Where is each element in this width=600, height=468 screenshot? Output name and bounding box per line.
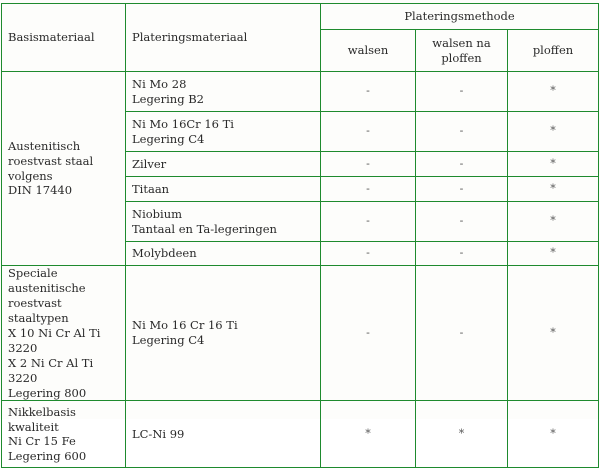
walsen-cell: - <box>321 266 416 401</box>
walsen-cell: - <box>321 242 416 266</box>
cladding-material-cell: Ni Mo 16 Cr 16 Ti Legering C4 <box>126 266 321 401</box>
header-method-ploffen: ploffen <box>508 30 599 72</box>
base-material-cell: Austenitisch roestvast staal volgens DIN 17440 <box>2 72 126 266</box>
ploffen-cell: * <box>508 202 599 242</box>
table-row <box>2 266 599 401</box>
cladding-methods-table <box>1 3 599 468</box>
cladding-material-cell: Niobium Tantaal en Ta-legeringen <box>126 202 321 242</box>
walsen-cell: * <box>321 401 416 468</box>
walsen-na-ploffen-cell: - <box>416 242 508 266</box>
header-cladding-material: Plateringsmateriaal <box>126 4 321 72</box>
table-row <box>2 401 599 468</box>
walsen-na-ploffen-cell: - <box>416 202 508 242</box>
cladding-material-cell: LC-Ni 99 <box>126 401 321 468</box>
ploffen-cell: * <box>508 72 599 112</box>
ploffen-cell: * <box>508 401 599 468</box>
header-cladding-method: Plateringsmethode <box>321 4 599 30</box>
walsen-na-ploffen-cell: - <box>416 152 508 177</box>
header-method-walsen-na-ploffen: walsen na ploffen <box>416 30 508 72</box>
cladding-material-cell: Molybdeen <box>126 242 321 266</box>
cladding-material-cell: Ni Mo 16Cr 16 Ti Legering C4 <box>126 112 321 152</box>
walsen-na-ploffen-cell: - <box>416 177 508 202</box>
base-material-cell: Nikkelbasis kwaliteit Ni Cr 15 Fe Legering 600 <box>2 401 126 468</box>
cladding-material-cell: Zilver <box>126 152 321 177</box>
walsen-cell: - <box>321 72 416 112</box>
ploffen-cell: * <box>508 266 599 401</box>
cladding-material-cell: Titaan <box>126 177 321 202</box>
header-base-material: Basismateriaal <box>2 4 126 72</box>
walsen-cell: - <box>321 202 416 242</box>
ploffen-cell: * <box>508 152 599 177</box>
ploffen-cell: * <box>508 177 599 202</box>
walsen-cell: - <box>321 152 416 177</box>
walsen-na-ploffen-cell: - <box>416 266 508 401</box>
table-row <box>2 72 599 112</box>
header-method-walsen: walsen <box>321 30 416 72</box>
cladding-material-cell: Ni Mo 28 Legering B2 <box>126 72 321 112</box>
base-material-cell: Speciale austenitische roestvast staaltypen X 10 Ni Cr Al Ti 3220 X 2 Ni Cr Al Ti 3220 Legering 800 <box>2 266 126 401</box>
ploffen-cell: * <box>508 242 599 266</box>
walsen-na-ploffen-cell: * <box>416 401 508 468</box>
walsen-cell: - <box>321 112 416 152</box>
walsen-na-ploffen-cell: - <box>416 112 508 152</box>
ploffen-cell: * <box>508 112 599 152</box>
walsen-na-ploffen-cell: - <box>416 72 508 112</box>
walsen-cell: - <box>321 177 416 202</box>
